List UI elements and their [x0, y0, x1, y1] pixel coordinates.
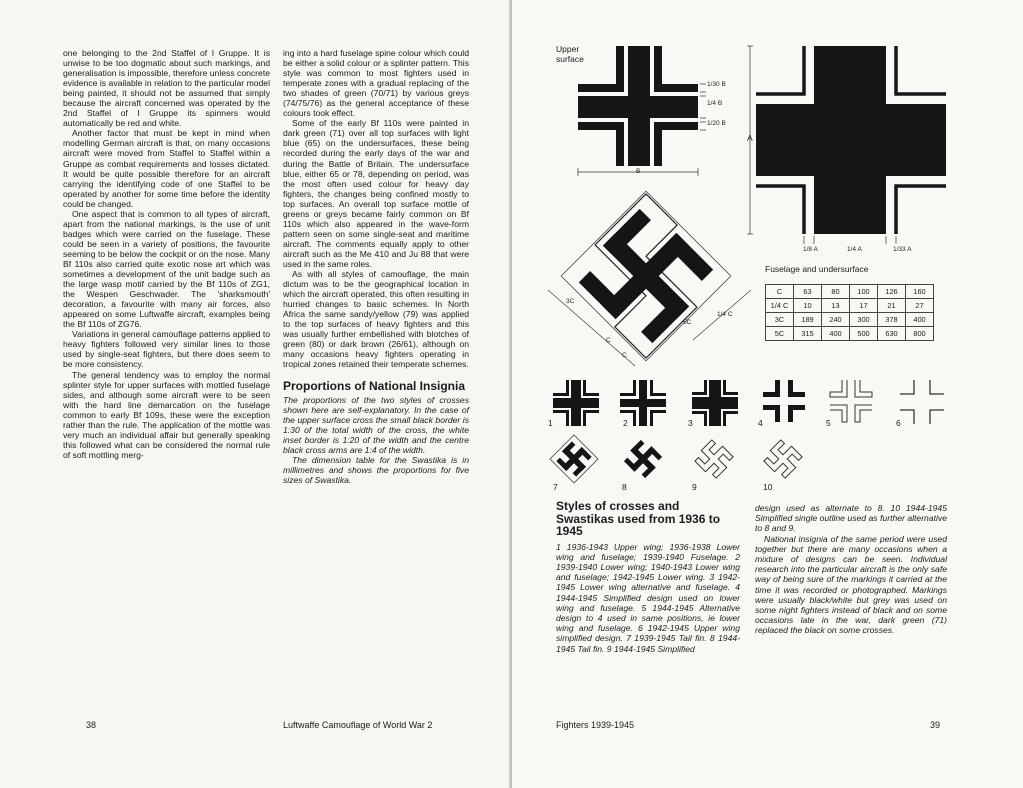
dimension-label: C: [606, 337, 611, 344]
caption-heading: Styles of crosses and Swastikas used from 1936 to 1945: [556, 499, 721, 538]
left-page: [0, 0, 510, 788]
table-row: [766, 327, 934, 341]
dimension-label: 1/4 B: [707, 100, 723, 107]
table-cell: 13: [822, 299, 850, 313]
insignia-number: 6: [896, 418, 901, 428]
paragraph: The dimension table for the Swastika is in millimetres and shows the proportions for five sizes of Swastika.: [283, 455, 469, 486]
running-title: Fighters 1939-1945: [556, 720, 635, 730]
insignia-number: 5: [826, 418, 831, 428]
paragraph: Variations in general camouflage patterns applied to heavy fighters followed very similar lines to those used by single-seat fighters, but there does seem to be more consistency.: [63, 329, 270, 370]
table-cell: 80: [822, 285, 850, 299]
swastika-dimension-table: [765, 284, 934, 341]
insignia-number: 4: [758, 418, 763, 428]
swastika-style-7: [551, 436, 597, 482]
insignia-number: 10: [763, 482, 773, 492]
upper-surface-label: Upper surface: [556, 44, 584, 64]
table-cell: 21: [878, 299, 906, 313]
table-cell: 500: [850, 327, 878, 341]
paragraph: ing into a hard fuselage spine colour which could be either a solid colour or a splinter pattern. This style was common to most fighters used in temperate zones with a gradual replacing of the two shades of green (70/71) by various greys (74/75/76) as the general acceptance of these colours took effect.: [283, 48, 469, 119]
table-cell: 17: [850, 299, 878, 313]
caption-column-1: [556, 500, 740, 654]
dimension-label: A: [747, 133, 753, 143]
table-cell: 3C: [766, 313, 794, 327]
insignia-number: 8: [622, 482, 627, 492]
paragraph: The general tendency was to employ the normal splinter style for upper surfaces with mottled fuselage sides, and although some aircraft were to be seen with the hard line demarcation on the fuselage common to early Bf 109s, these were the exception rather than the rule. The application of the mottle was very much an individual affair but generally speaking this followed what can be considered the normal rule of soft mottling merg-: [63, 369, 270, 460]
dimension-label: 1/33 A: [893, 246, 912, 253]
swastika-style-8: [620, 436, 666, 482]
table-row: [766, 313, 934, 327]
table-cell: 5C: [766, 327, 794, 341]
caption-text: National insignia of the same period were used together but there are many occasions when a mixture of designs can be seen. Individual research into the particular aircraft is the only safe way of being sure of the markings it carried at the time it was recorded or photographed. Markings were usually black/white but grey was used on some night fighters instead of black and on some occasions late in the war, dark green (71) replaced the black on some crosses.: [755, 533, 947, 636]
section-heading: Proportions of National Insignia: [283, 378, 466, 393]
paragraph: The proportions of the two styles of crosses shown here are self-explanatory. In the case of the upper surface cross the small black border is 1:30 of the total width of the cross, the white inset border is 1:20 of the width and the centre black cross arms are 1:4 of the width.: [283, 395, 469, 456]
fuselage-label: Fuselage and undersurface: [765, 264, 869, 274]
paragraph: As with all styles of camouflage, the main dictum was to be the geographical location in which the aircraft operated, this often resulting in hurried changes to basic schemes. In North Africa the same sandy/yellow (79) was applied to the top surfaces of heavy fighters and this was usually further embellished with blotches of green (80) or dark brown (26/61), although on many occasions heavy fighters operating in tropical zones retained their temperate schemes.: [283, 269, 469, 370]
dimension-label: 1/30 B: [707, 81, 726, 88]
table-cell: 10: [794, 299, 822, 313]
swastika-style-9: [691, 436, 737, 482]
table-cell: 315: [794, 327, 822, 341]
cross-style-1: [553, 380, 599, 426]
dimension-label: 1/20 B: [707, 120, 726, 127]
running-title: Luftwaffe Camouflage of World War 2: [283, 720, 433, 730]
caption-text: design used as alternate to 8. 10 1944-1945 Simplified single outline used as further alternative to 8 and 9.: [755, 503, 947, 534]
table-cell: 378: [878, 313, 906, 327]
table-cell: 126: [878, 285, 906, 299]
table-cell: 300: [850, 313, 878, 327]
table-cell: 189: [794, 313, 822, 327]
table-cell: 160: [906, 285, 934, 299]
dimension-label: 1/4 C: [717, 311, 733, 318]
left-text-column-1: [63, 48, 270, 460]
cross-style-3: [692, 380, 738, 426]
table-cell: 400: [822, 327, 850, 341]
table-cell: 400: [906, 313, 934, 327]
page-number: 39: [930, 720, 941, 730]
cross-style-4: [763, 380, 805, 422]
table-cell: 240: [822, 313, 850, 327]
paragraph: Some of the early Bf 110s were painted in dark green (71) over all top surfaces with light blue (65) on the undersurfaces, these being recorded during the early days of the war and during the Battle of Britain. The undersurface blue, either 65 or 78, depending on period, was the most often used colour for heavy day fighters, the changes being confined mostly to top surfaces. An overall top surface mottle of greens or greys became fairly common on Bf 110s which also appeared in the wave-form pattern seen on some single-seat and maritime aircraft. The comments equally apply to other aircraft such as the Me 410 and Ju 88 that were used in the same roles.: [283, 118, 469, 269]
left-text-column-2: [283, 48, 469, 485]
dimension-label: B: [636, 168, 641, 175]
insignia-number: 2: [623, 418, 628, 428]
paragraph: one belonging to the 2nd Staffel of I Gruppe. It is unwise to be too dogmatic about such markings, and generalisation is impossible, therefore unless concrete evidence is available in relation to the particular model being painted, it should not be assumed that simply because the aircraft concerned was operated by the 2nd Staffel of I Gruppe its spinners would automatically be red and white.: [63, 48, 270, 129]
table-cell: 27: [906, 299, 934, 313]
page-number: 38: [86, 720, 97, 730]
swastika-proportion-diagram: [543, 190, 758, 370]
table-cell: 800: [906, 327, 934, 341]
fuselage-cross-diagram: [756, 46, 952, 246]
cross-style-5: [830, 380, 872, 422]
insignia-number: 1: [548, 418, 553, 428]
dimension-label: 1/8 A: [803, 246, 818, 253]
swastika-style-10: [760, 436, 806, 482]
insignia-number: 7: [553, 482, 558, 492]
dimension-label: 5C: [683, 319, 692, 326]
table-row: [766, 285, 934, 299]
insignia-number: 3: [688, 418, 693, 428]
insignia-number: 9: [692, 482, 697, 492]
caption-column-2: [755, 503, 947, 636]
table-cell: C: [766, 285, 794, 299]
table-cell: 100: [850, 285, 878, 299]
table-cell: 630: [878, 327, 906, 341]
cross-style-6: [900, 380, 944, 424]
paragraph: Another factor that must be kept in mind when modelling German aircraft is that, on many occasions aircraft were moved from Staffel to Staffel within a Gruppe as combat requirements and losses dictated. It would be quite possible therefore for an aircraft carrying the identifying code of one Staffel to be operated by another for some time before the identity could be changed.: [63, 128, 270, 209]
caption-text: 1 1936-1943 Upper wing; 1936-1938 Lower wing and fuselage; 1939-1940 Fuselage. 2 1939-1940 Lower wing; 1940-1943 Lower wing and fuselage; 1942-1945 Lower wing. 3 1942-1945 Lower wing alternative and fuselage. 4 1944-1945 Simplified design used on lower wing and fuselage. 5 1944-1945 Alternative design to 4 used in same positions, ie lower wing and fuselage. 6 1942-1945 Upper wing simplified design. 7 1939-1945 Tail fin. 8 1944-1945 Tail fin. 9 1944-1945 Simplified: [556, 541, 740, 654]
table-row: [766, 299, 934, 313]
dimension-label: 3C: [566, 298, 575, 305]
dimension-label: C: [622, 352, 627, 359]
upper-surface-cross-diagram: [578, 46, 738, 176]
table-cell: 63: [794, 285, 822, 299]
dimension-label: 1/4 A: [847, 246, 862, 253]
table-cell: 1/4 C: [766, 299, 794, 313]
paragraph: One aspect that is common to all types of aircraft, apart from the national markings, is the use of unit badges which were carried on the fuselage. These could be seen in a variety of positions, the favourite seeming to be below the cockpit or on the nose. Many Bf 110s also carried quite exotic nose art which was sometimes a development of the unit badge such as the large wasp motif carried by the Bf 110s of ZG1, the Wespen Geschwader. The 'sharksmouth' decoration, a favourite with many air forces, also appeared on some Luftwaffe aircraft, examples being the Bf 110s of ZG76.: [63, 208, 270, 330]
